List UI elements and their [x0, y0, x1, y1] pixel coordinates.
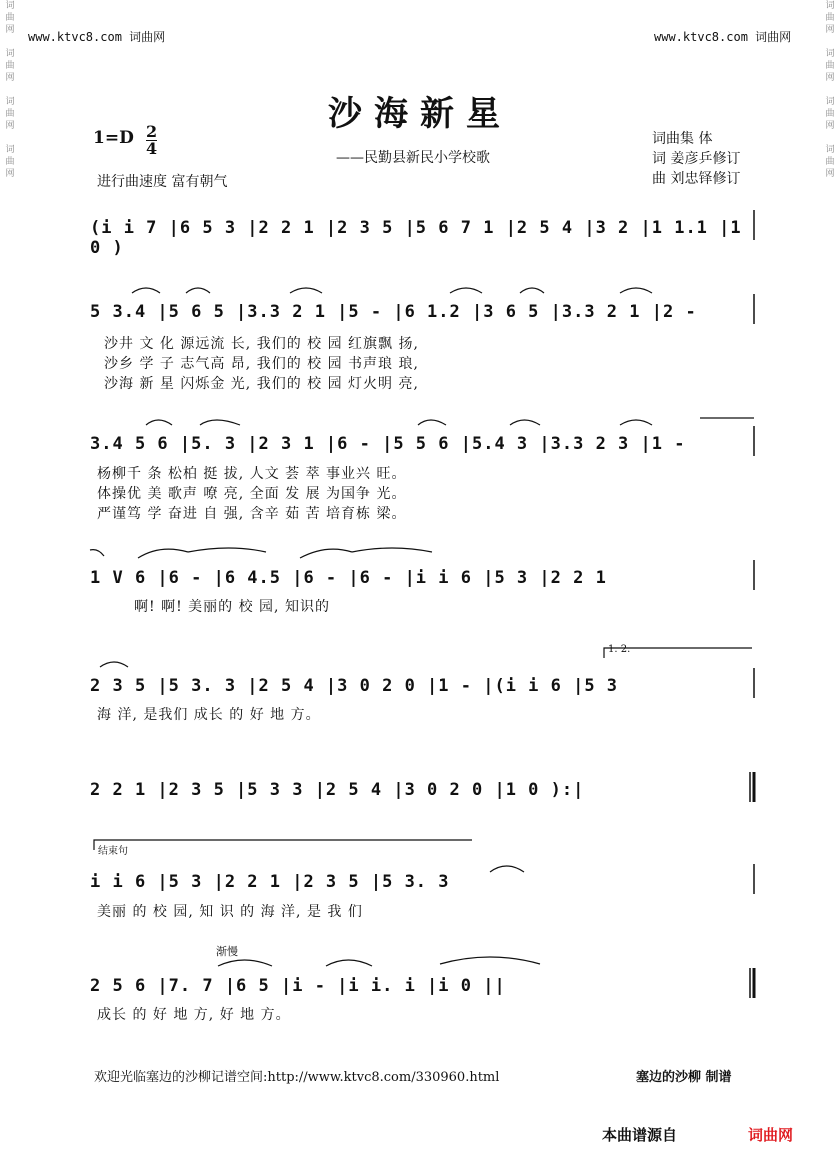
notes-row-1: (i i 7 |6 5 3 |2 2 1 |2 3 5 |5 6 7 1 |2 5 4 |3 2 |1 1.1 |1 0 ): [90, 218, 742, 258]
lyrics-row-2-verse-2: 沙乡 学 子 志气高 昂, 我们的 校 园 书声琅 琅,: [104, 356, 419, 372]
notes-row-5: 2 3 5 |5 3. 3 |2 5 4 |3 0 2 0 |1 - |(i i 6 |5 3: [90, 676, 619, 696]
tempo-marking: 进行曲速度 富有朝气: [97, 174, 228, 190]
lyrics-row-2-verse-1: 沙井 文 化 源远流 长, 我们的 校 园 红旗飘 扬,: [104, 336, 419, 352]
song-title: 沙海新星: [328, 94, 512, 134]
credit-line-2: 词 姜彦乒修订: [652, 151, 741, 167]
credit-line-3: 曲 刘忠铎修订: [652, 171, 741, 187]
lyrics-row-3-verse-3: 严谨笃 学 奋进 自 强, 含辛 茹 苦 培育栋 梁。: [97, 506, 407, 522]
site-header-right[interactable]: www.ktvc8.com 词曲网: [654, 30, 792, 44]
notes-row-2: 5 3.4 |5 6 5 |3.3 2 1 |5 - |6 1.2 |3 6 5 |3.3 2 1 |2 -: [90, 302, 697, 322]
lyrics-row-5: 海 洋, 是我们 成长 的 好 地 方。: [97, 707, 321, 723]
notes-row-7: i i 6 |5 3 |2 2 1 |2 3 5 |5 3. 3: [90, 872, 450, 892]
lyrics-row-8: 成长 的 好 地 方, 好 地 方。: [97, 1007, 291, 1023]
left-watermark-column: 词 曲 网 词 曲 网 词 曲 网 词 曲 网: [5, 1, 15, 179]
source-label: 本曲谱源自: [602, 1126, 678, 1144]
notes-row-6: 2 2 1 |2 3 5 |5 3 3 |2 5 4 |3 0 2 0 |1 0 ):|: [90, 780, 585, 800]
credit-line-1: 词曲集 体: [652, 131, 713, 147]
lyrics-row-3-verse-2: 体操优 美 歌声 嘹 亮, 全面 发 展 为国争 光。: [97, 486, 407, 502]
right-watermark-column: 词 曲 网 词 曲 网 词 曲 网 词 曲 网: [825, 1, 835, 179]
lyrics-row-4: 啊! 啊! 美丽的 校 园, 知识的: [134, 599, 330, 615]
notes-row-3: 3.4 5 6 |5. 3 |2 3 1 |6 - |5 5 6 |5.4 3 |3.3 2 3 |1 -: [90, 434, 686, 454]
notes-row-4: 1 V 6 |6 - |6 4.5 |6 - |6 - |i i 6 |5 3 |2 2 1: [90, 568, 607, 588]
meter-top: 2: [146, 122, 158, 141]
volta-label: 1. 2.: [608, 644, 631, 655]
footer-signature: 塞边的沙柳 制谱: [636, 1070, 732, 1085]
site-header-left[interactable]: www.ktvc8.com 词曲网: [28, 30, 166, 44]
source-site-link[interactable]: 词曲网: [748, 1126, 794, 1144]
notes-row-8: 2 5 6 |7. 7 |6 5 |i - |i i. i |i 0 ||: [90, 976, 506, 996]
footer-welcome[interactable]: 欢迎光临塞边的沙柳记谱空间:http://www.ktvc8.com/330960.html: [94, 1070, 500, 1085]
lyrics-row-2-verse-3: 沙海 新 星 闪烁金 光, 我们的 校 园 灯火明 亮,: [104, 376, 419, 392]
lyrics-row-3-verse-1: 杨柳千 条 松柏 挺 拔, 人文 荟 萃 事业兴 旺。: [97, 466, 407, 482]
meter-bottom: 4: [146, 139, 158, 158]
lyrics-row-7: 美丽 的 校 园, 知 识 的 海 洋, 是 我 们: [97, 904, 363, 920]
ritardando-label: 渐慢: [216, 945, 238, 958]
song-subtitle: ——民勤县新民小学校歌: [336, 150, 490, 166]
ending-label: 结束句: [98, 846, 128, 857]
key-signature: 1=D: [93, 128, 134, 148]
